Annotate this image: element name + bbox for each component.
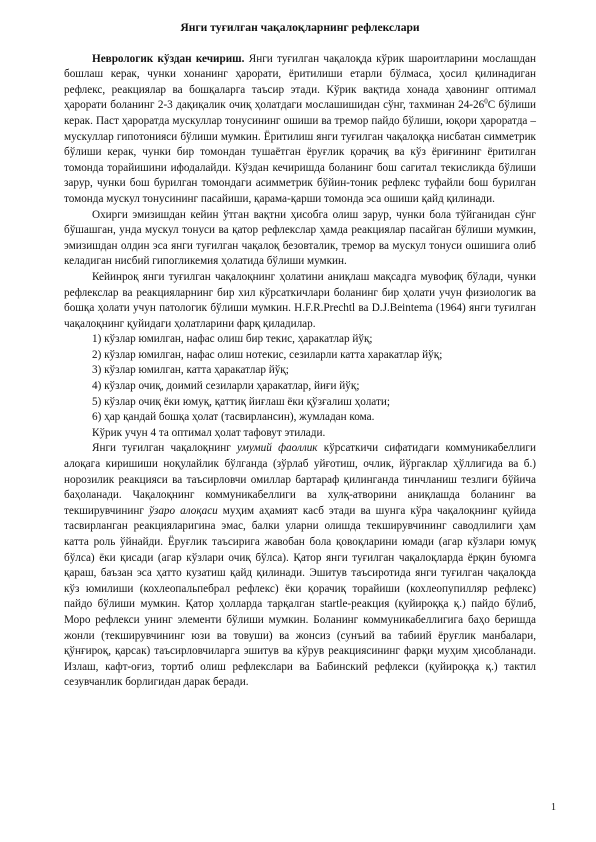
degree-superscript: 0 <box>484 97 488 106</box>
paragraph-text: С бўлиши керак. Паст ҳароратда мускуллар тонусининг ошиши ва тремор пайдо бўлиши, юқори ҳароратда – мускуллар гипотонияси бўлиши мумкин. Ёритилиш янги туғилган чақалоққа нисбатан симметрик бўлиши керак, чунки бир томондан тушаётган ёруғлик қорачиқ ва кўз ёриғининг ёритилган томонда торайишини ифодалайди. Кўздан кечиришда боланинг бош сагитал текисликда бўлиши зарур, чунки бош бурилган томондаги асимметрик бўйин-тоник рефлекс туфайли бош бурилган томонда мускул тонусининг пасайиши, қарама-қарши томонда эса ошиши қайд қилинади. <box>64 99 537 205</box>
paragraph-feeding: Охирги эмизишдан кейин ўтган вақтни ҳисобга олиш зарур, чунки бола тўйганидан сўнг бўшашган, унда мускул тонуси ва қатор рефлекслар ҳамда реакциялар пасайган бўлиши мумкин, эмизишдан олдин эса янги туғилган чақалоқ безовталик, тремор ва мускул тонуси ошишига олиб келадиган нисбий гипогликемия ҳолатида бўлиши мумкин. <box>64 208 536 268</box>
paragraph-text: кўрсаткичи сифатидаги коммуникабеллиги алоқага киришиши ноқулайлик бўлганда (зўрлаб уйғотиш, очлик, йўргаклар ҳўллигида ва б.) норозилик реакцияси ва таъсирловчи омиллар бартараф қилинганда тинчланиш тезлиги бўйича баҳоланади. Чақалоқнинг коммуникабеллиги ва хулқ-атворини аниқлашда боланинг ва текширувчининг <box>64 442 536 517</box>
italic-term: умумий фаоллик <box>237 442 318 455</box>
list-item: 1) кўзлар юмилган, нафас олиш бир текис, ҳаракатлар йўқ; <box>92 333 373 346</box>
list-item: 3) кўзлар юмилган, катта ҳаракатлар йўқ; <box>92 364 289 377</box>
page-title: Янги туғилган чақалоқларнинг рефлекслари <box>180 21 420 34</box>
paragraph-text: муҳим аҳамият касб этади ва шунга кўра чақалоқнинг қуйида тасвирланган реакцияларигина эмас, балки уларни олишда текширувчининг саводлилиги ҳам катта роль ўйнайди. Ёруғлик таъсирига жавобан бола қовоқларини юмади (агар кўзлари юмуқ бўлса) ёки қисади (агар кўзлари очиқ бўлса). Қатор янги туғилган чақалоқларда ёрқин буюмга қараш, баъзан эса ҳатто кузатиш қайд қилинади. Эшитув таъсиротида янги туғилган чақалоқда кўз юмилиши (кохлеопальпебрал рефлекс) ёки қорачиқ торайиши (кохлеопупилляр рефлекс) пайдо бўлиши мумкин. Қатор ҳолларда тарқалган startle-реакция (қуйироққа қ.) пайдо бўлиб, Моро рефлекси унинг элементи бўлиши мумкин. Боланинг коммуникабеллигига баҳо беришда жонли (текширувчининг юзи ва товуши) ва жонсиз (сунъий ва табиий ёруғлик манбалари, қўнғироқ, қарсак) таъсирловчиларга эшитув ва кўрув реакциясининг фарқи муҳим ҳисобланади. Излаш, кафт-оғиз, тортиб олиш рефлекслари ва Бабинский рефлекси (қуйироққа қ.) тактил сезувчанлик борлигидан дарак беради. <box>64 504 536 689</box>
document-page <box>64 20 536 691</box>
italic-term: ўзаро алоқаси <box>149 504 218 517</box>
page-number: 1 <box>551 802 556 813</box>
paragraph-text: Янги туғилган чақалоқнинг <box>92 442 238 455</box>
list-item: 5) кўзлар очиқ ёки юмуқ, қаттиқ йиғлаш ёки қўзғалиш ҳолати; <box>92 395 390 408</box>
list-item: 2) кўзлар юмилган, нафас олиш нотекис, сезиларли катта харакатлар йўқ; <box>92 348 443 361</box>
paragraph-neurological-exam <box>64 52 536 208</box>
list-item: 6) ҳар қандай бошқа ҳолат (тасвирлансин), жумладан кома. <box>92 411 375 424</box>
list-item: 4) кўзлар очиқ, доимий сезиларли ҳаракатлар, йиғи йўқ; <box>92 380 360 393</box>
list-summary: Кўрик учун 4 та оптимал ҳолат тафовут этилади. <box>92 426 326 439</box>
section-heading: Неврологик кўздан кечириш. <box>92 52 245 65</box>
paragraph-text: Янги туғилган чақалоқда кўрик шароитларини мослашдан бошлаш керак, чунки хонанинг ҳарорати, ёритилиши етарли бўлмаса, ҳосил қилинадиган рефлекс, реакциялар ва бошқаларга таъсир этади. Кўрик вақтида хонада ҳавонинг оптимал ҳарорати боланинг 2-3 дақиқалик очиқ ҳолатдаги мослашишидан сўнг, тахминан 24-26 <box>64 52 536 112</box>
paragraph-states: Кейинроқ янги туғилган чақалоқнинг ҳолатини аниқлаш мақсадга мувофиқ бўлади, чунки рефлекслар ва реакцияларнинг бир хил кўрсаткичлари боланинг бир ҳолати учун физиологик ва бошқа ҳолати учун патологик бўлиши мумкин. H.F.R.Prechtl ва D.J.Beintema (1964) янги туғилган чақалоқнинг қуйидаги ҳолатларини фарқ қиладилар. <box>64 270 536 330</box>
paragraph-communicability <box>64 441 536 691</box>
